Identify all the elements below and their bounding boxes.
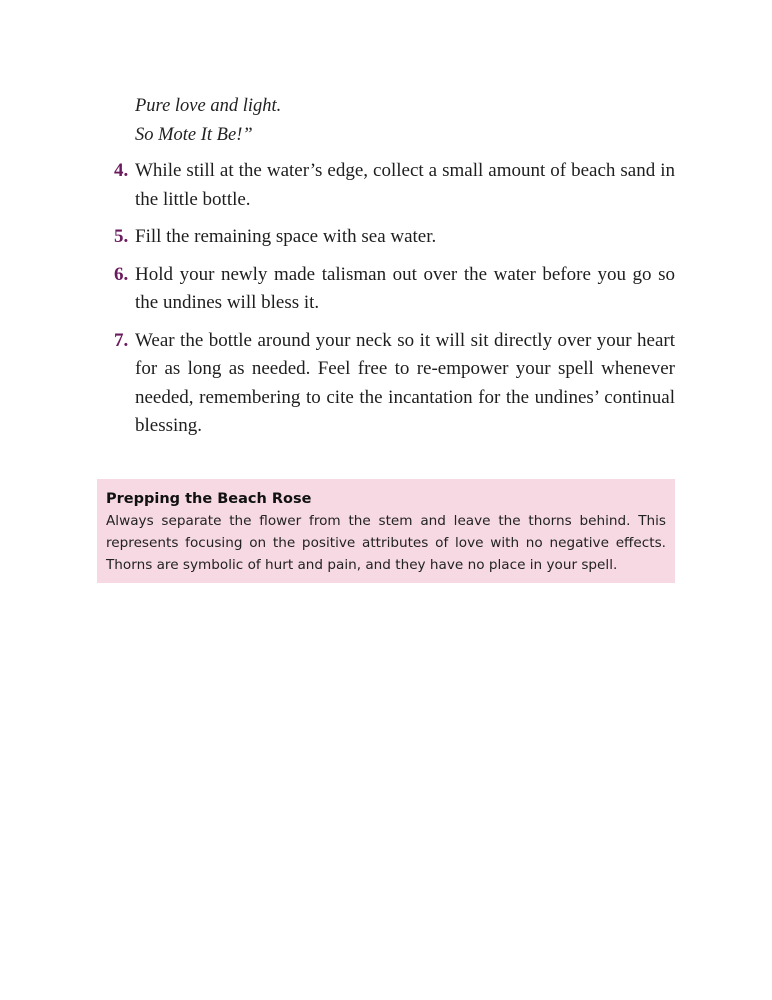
step-item xyxy=(114,327,675,441)
step-item xyxy=(114,261,675,318)
step-text: Hold your newly made talisman out over the water before you go so the undines will bless it. xyxy=(135,263,675,313)
verse-line: So Mote It Be!” xyxy=(135,125,253,145)
verse-line: Pure love and light. xyxy=(135,96,282,116)
sidebar-text: Always separate the flower from the stem and leave the thorns behind. This represents focusing on the positive attributes of love with no negative effects. Thorns are symbolic of hurt and pain, and they have no place in your spell. xyxy=(106,513,666,574)
step-item xyxy=(114,157,675,214)
step-number: 5. xyxy=(114,226,129,247)
step-item xyxy=(114,223,675,252)
step-number: 4. xyxy=(114,160,129,181)
spell-steps-list xyxy=(114,157,675,450)
step-text: While still at the water’s edge, collect a small amount of beach sand in the little bottle. xyxy=(135,160,675,210)
step-text: Wear the bottle around your neck so it will sit directly over your heart for as long as needed. Feel free to re-empower your spell whenever needed, remembering to cite the incantation for the undines’ continual blessing. xyxy=(135,329,675,436)
step-number: 7. xyxy=(114,329,129,351)
sidebar-title: Prepping the Beach Rose xyxy=(106,491,312,507)
step-number: 6. xyxy=(114,263,129,285)
tip-sidebar-box xyxy=(97,479,675,583)
incantation-verse xyxy=(135,92,675,150)
step-text: Fill the remaining space with sea water. xyxy=(135,226,437,247)
